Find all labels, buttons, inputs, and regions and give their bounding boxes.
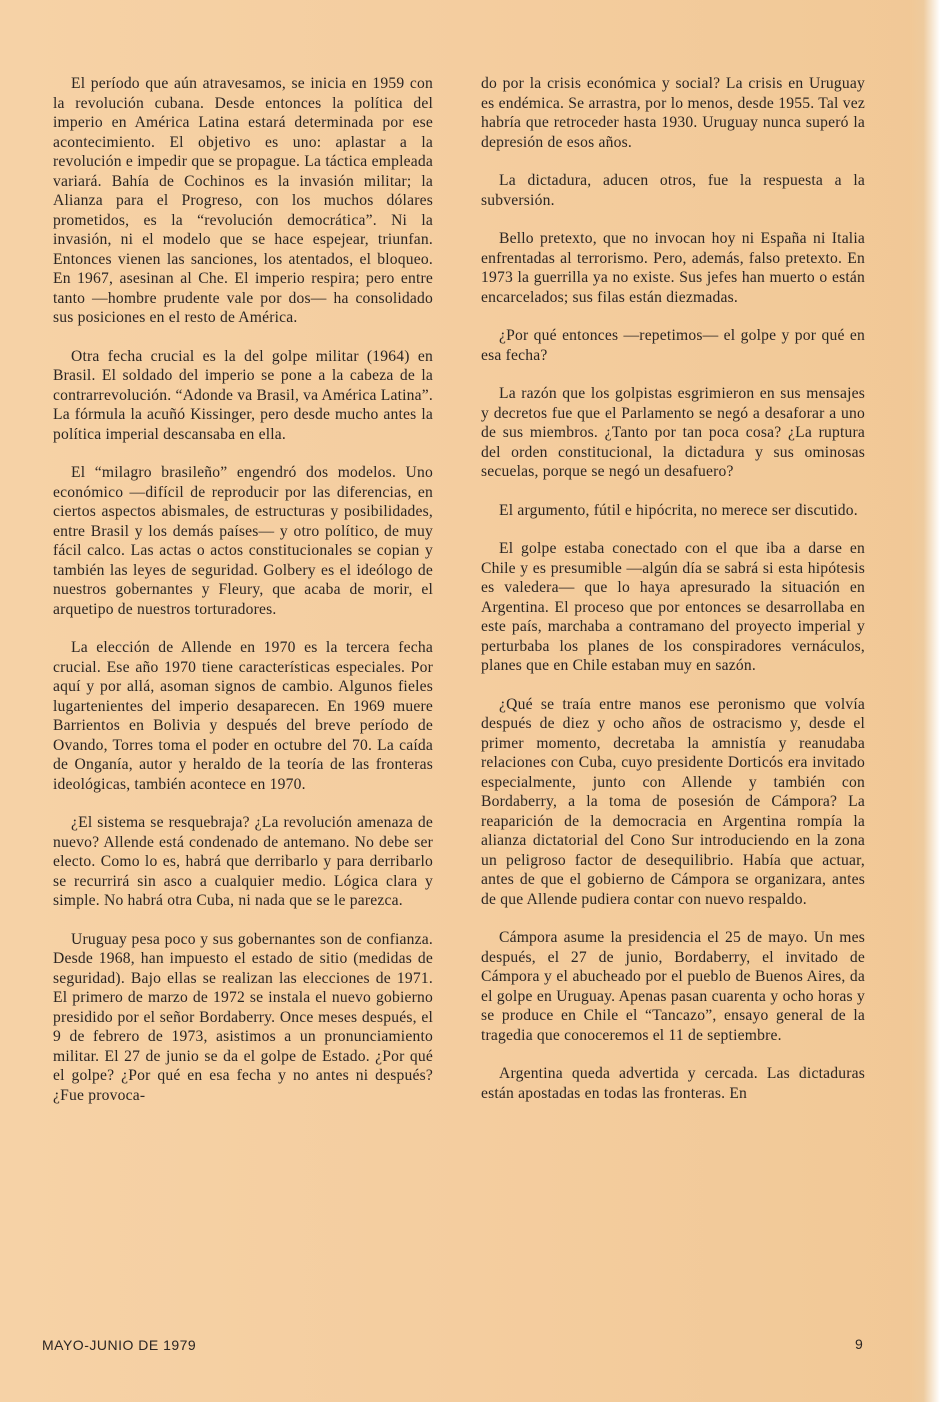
paragraph-dictatorship-response: La dictadura, aducen otros, fue la respuesta a la subversión. (481, 172, 865, 209)
paragraph-cuban-revolution: El período que aún atravesamos, se inicia en 1959 con la revolución cubana. Desde entonces la política del imperio en América Latina estará determinada por ese acontecimiento. El objetivo es uno: aplastar a la revolución e impedir que se propague. La táctica empleada variará. Bahía de Cochinos es la invasión militar; la Alianza para el Progreso, con los muchos dólares prometidos, es la “revolución democrática”. Ni la invasión, ni el modelo que se hace espejear, triunfan. Entonces vienen las sanciones, los atentados, el bloqueo. En 1967, asesinan al Che. El imperio respira; pero entre tanto —hombre prudente vale por dos— ha consolidado sus posiciones en el resto de América. (53, 75, 433, 326)
paragraph-parliament-reason: La razón que los golpistas esgrimieron en sus mensajes y decretos fue que el Parlamento se negó a desaforar a uno de sus miembros. ¿Tanto por tan poca cosa? ¿La ruptura del orden constitucional, la dictadura y sus ominosas secuelas, porque se negó un desafuero? (481, 385, 865, 480)
page-edge-shadow (910, 0, 940, 1402)
paragraph-system-cracks: ¿El sistema se resquebraja? ¿La revolución amenaza de nuevo? Allende está condenado de antemano. No debe ser electo. Como lo es, habrá que derribarlo y para derribarlo se recurrirá sin asco a cualquier medio. Lógica clara y simple. No habrá otra Cuba, ni nada que se le parezca. (53, 814, 433, 909)
paragraph-why-then: ¿Por qué entonces —repetimos— el golpe y por qué en esa fecha? (481, 327, 865, 364)
left-column (53, 74, 433, 1105)
paragraph-brazilian-miracle: El “milagro brasileño” engendró dos modelos. Uno económico —difícil de reproducir por las diferencias, en ciertos aspectos abismales, de estructuras y posibilidades, entre Brasil y los demás países— y otro político, de muy fácil calco. Las actas o actos constitucionales se copian y también las leyes de seguridad. Golbery es el ideólogo de nuestros gobernantes y Fleury, que acaba de morir, el arquetipo de nuestros torturadores. (53, 464, 433, 618)
paragraph-argentina-surrounded: Argentina queda advertida y cercada. Las dictaduras están apostadas en todas las fronteras. En (481, 1065, 865, 1102)
paragraph-pretext: Bello pretexto, que no invocan hoy ni España ni Italia enfrentadas al terrorismo. Pero, además, falso pretexto. En 1973 la guerrilla ya no existe. Sus jefes han muerto o están encarcelados; sus filas están diezmadas. (481, 230, 865, 306)
page-number: 9 (855, 1336, 863, 1352)
paragraph-brazil-coup: Otra fecha crucial es la del golpe militar (1964) en Brasil. El soldado del imperio se pone a la cabeza de la contrarrevolución. “Adonde va Brasil, va América Latina”. La fórmula la acuñó Kissinger, pero desde mucho antes la política imperial descansaba en ella. (53, 347, 433, 443)
issue-date: MAYO-JUNIO DE 1979 (42, 1337, 197, 1353)
paragraph-chile-connection: El golpe estaba conectado con el que iba a darse en Chile y es presumible —algún día se sabrá si esta hipótesis es valedera— que lo haya apresurado la situación en Argentina. El proceso que por entonces se desarrollaba en este país, marchaba a contramano del proyecto imperial y perturbaba los planes de los conspiradores vernáculos, planes que en Chile estaban muy en sazón. (481, 540, 865, 674)
paragraph-economic-crisis: do por la crisis económica y social? La crisis en Uruguay es endémica. Se arrastra, por lo menos, desde 1955. Tal vez habría que retroceder hasta 1930. Uruguay nunca superó la depresión de esos años. (481, 75, 865, 151)
paragraph-allende-election: La elección de Allende en 1970 es la tercera fecha crucial. Ese año 1970 tiene características especiales. Por aquí y por allá, asoman signos de cambio. Algunos fieles lugartenientes del imperio desaparecen. En 1969 muere Barrientos en Bolivia y después del breve período de Ovando, Torres toma el poder en octubre del 70. La caída de Onganía, autor y heraldo de la teoría de las fronteras ideológicas, también acontece en 1970. (53, 639, 433, 793)
paragraph-futile-argument: El argumento, fútil e hipócrita, no merece ser discutido. (499, 501, 858, 519)
paragraph-campora: Cámpora asume la presidencia el 25 de mayo. Un mes después, el 27 de junio, Bordaberry, el invitado de Cámpora y el abucheado por el pueblo de Buenos Aires, da el golpe en Uruguay. Apenas pasan cuarenta y ocho horas y se produce en Chile el “Tancazo”, ensayo general de la tragedia que conoceremos el 11 de septiembre. (481, 929, 865, 1044)
paragraph-uruguay: Uruguay pesa poco y sus gobernantes son de confianza. Desde 1968, han impuesto el estado de sitio (medidas de seguridad). Bajo ellas se realizan las elecciones de 1971. El primero de marzo de 1972 se instala el nuevo gobierno presidido por el señor Bordaberry. Once meses después, el 9 de febrero de 1973, asistimos a un pronunciamiento militar. El 27 de junio se da el golpe de Estado. ¿Por qué el golpe? ¿Por qué en esa fecha y no antes ni después? ¿Fue provoca- (53, 930, 433, 1104)
paragraph-peronism: ¿Qué se traía entre manos ese peronismo que volvía después de diez y ocho años de ostracismo y, desde el primer momento, decretaba la amnistía y reanudaba relaciones con Cuba, cuyo presidente Dorticós era invitado especialmente, junto con Allende y también con Bordaberry, a la toma de posesión de Cámpora? La reaparición de la democracia en Argentina rompía la alianza dictatorial del Cono Sur introduciendo en la zona un peligroso factor de desequilibrio. Había que actuar, antes de que el gobierno de Cámpora se organizara, antes de que Allende pudiera contar con nuevo respaldo. (481, 695, 865, 908)
right-column (481, 74, 865, 1103)
